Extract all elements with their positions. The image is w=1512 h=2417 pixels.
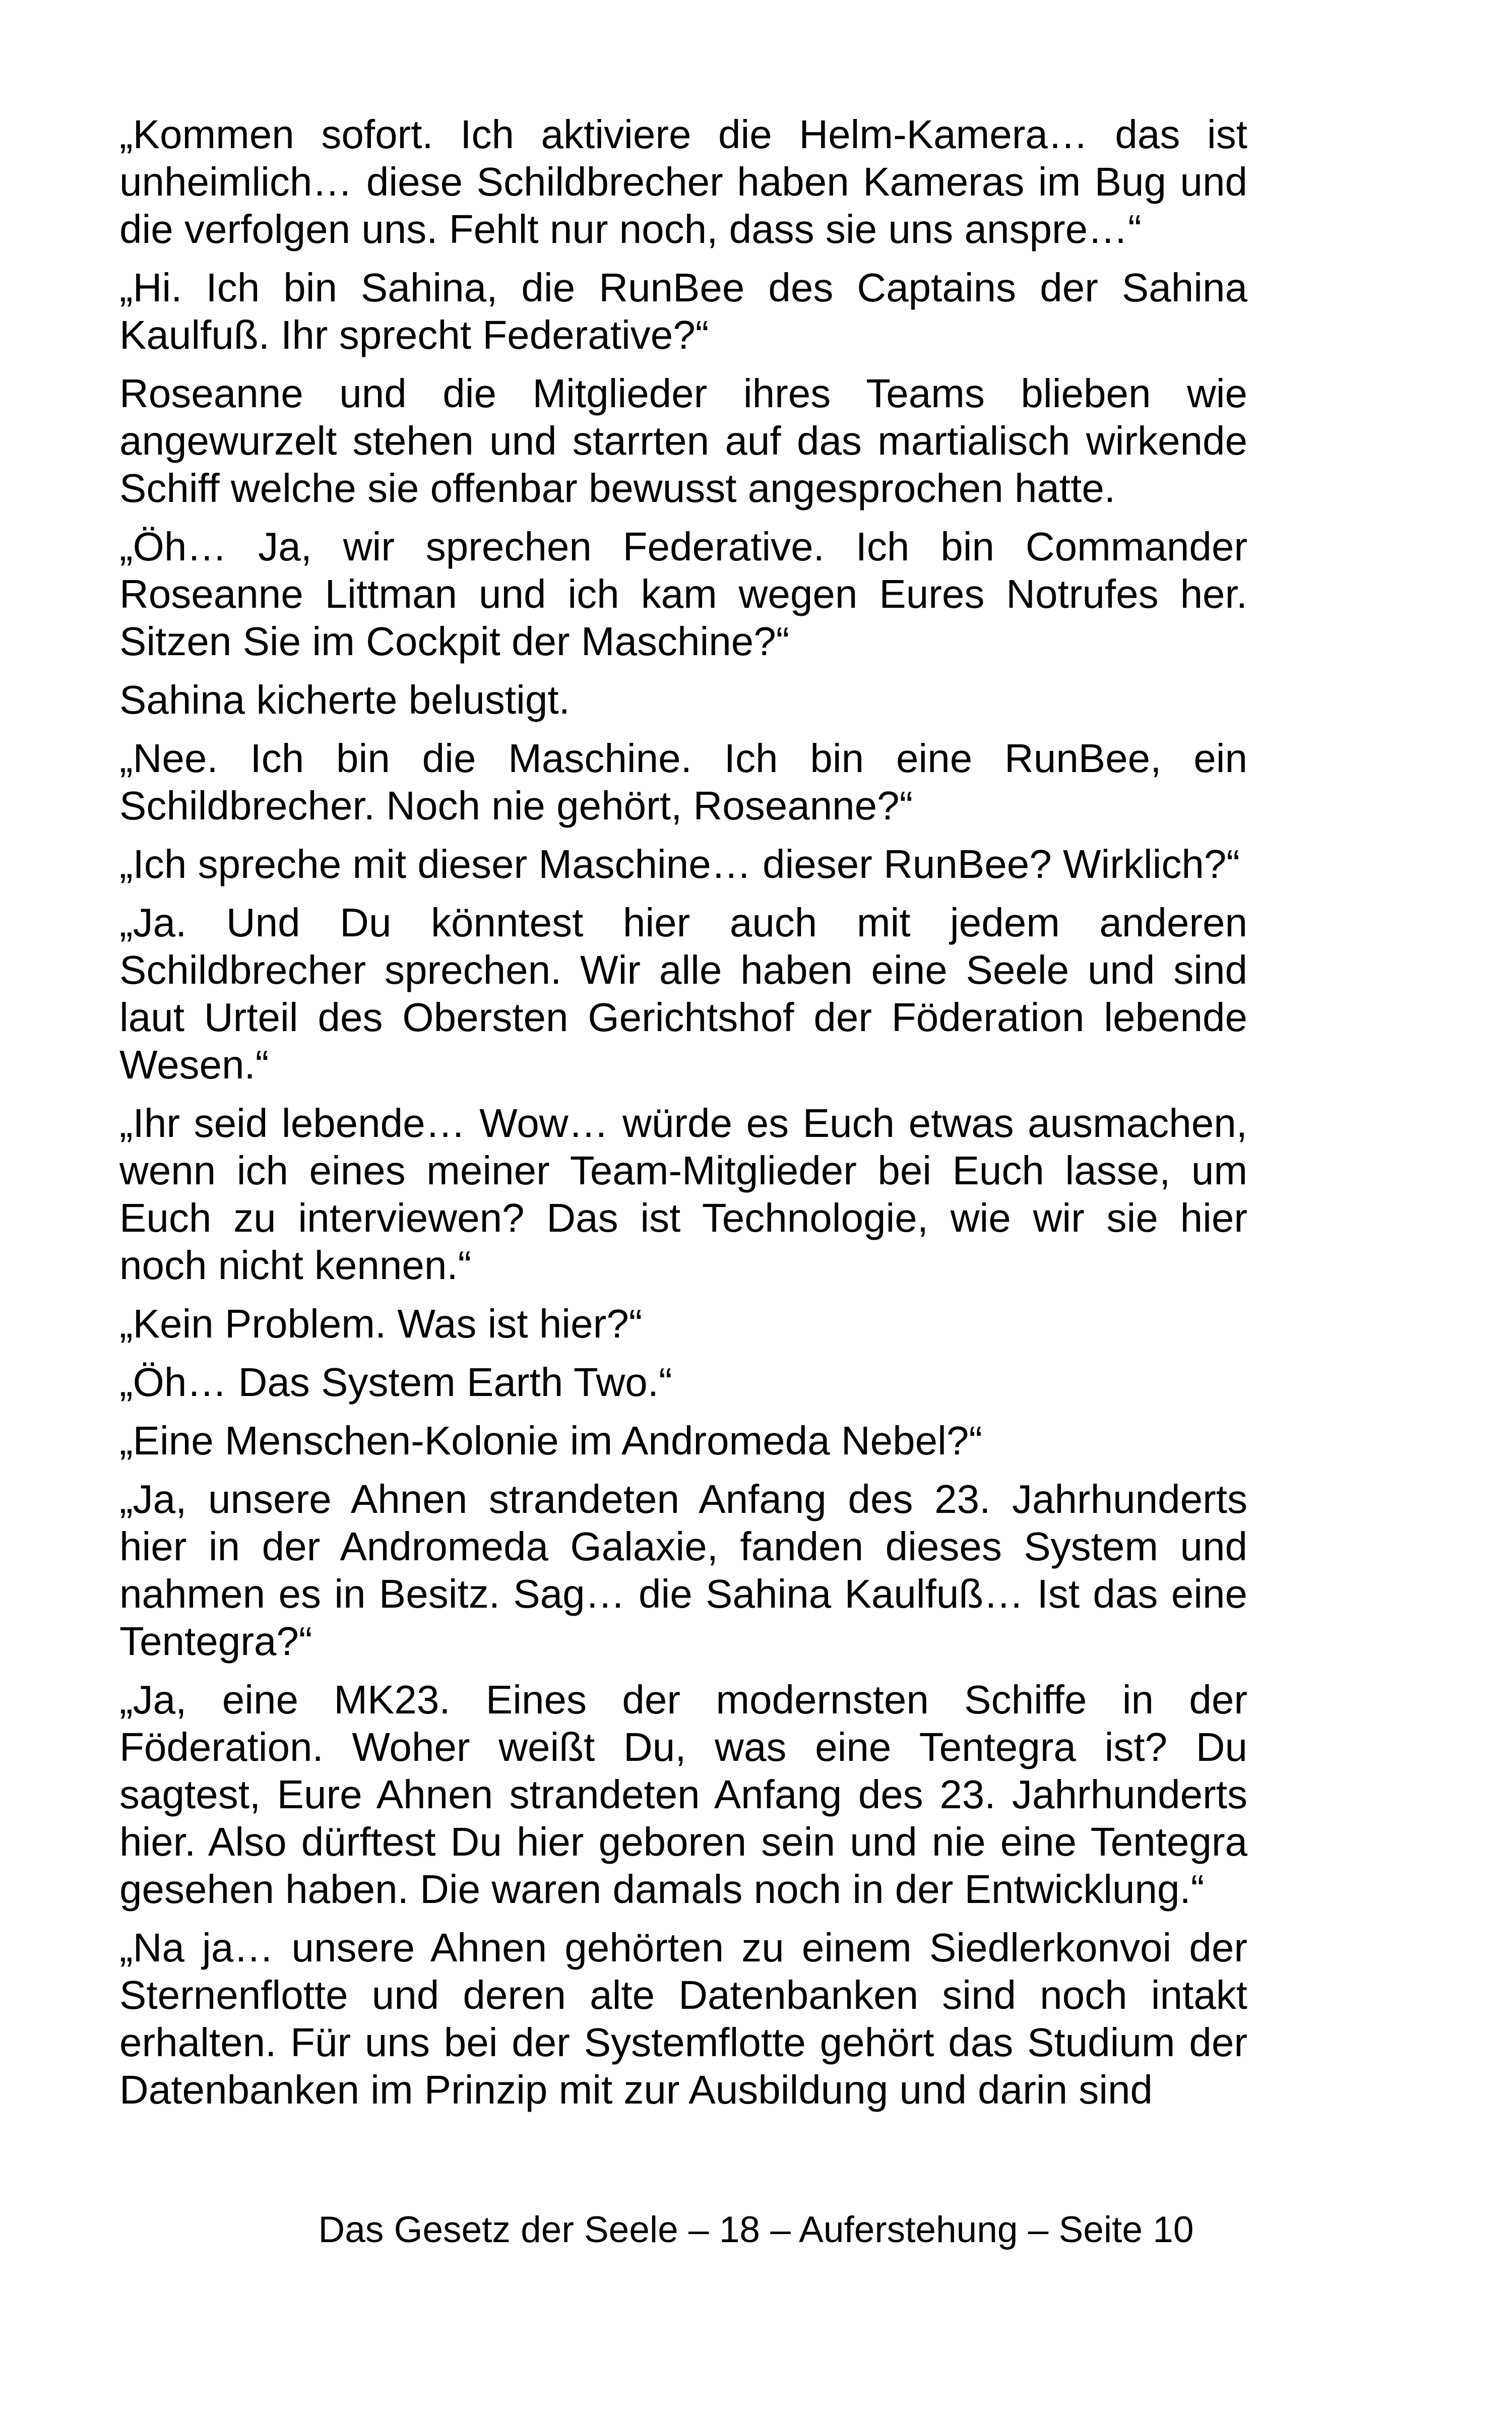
paragraph: „Ihr seid lebende… Wow… würde es Euch etwas ausmachen, wenn ich eines meiner Team-Mitglieder bei Euch lasse, um Euch zu interviewen? Das ist Technologie, wie wir sie hier noch nicht kennen.“: [119, 1101, 1247, 1288]
paragraph: „Ja. Und Du könntest hier auch mit jedem anderen Schildbrecher sprechen. Wir alle haben eine Seele und sind laut Urteil des Obersten Gerichtshof der Föderation lebende Wesen.“: [119, 900, 1247, 1087]
paragraph: Sahina kicherte belustigt.: [119, 677, 570, 722]
paragraph: „Hi. Ich bin Sahina, die RunBee des Captains der Sahina Kaulfuß. Ihr sprecht Federative?“: [119, 265, 1247, 357]
paragraph: „Na ja… unsere Ahnen gehörten zu einem Siedlerkonvoi der Sternenflotte und deren alte Datenbanken sind noch intakt erhalten. Für uns bei der Systemflotte gehört das Studium der Datenbanken im Prinzip mit zur Ausbildung und darin sind: [119, 1925, 1247, 2112]
paragraph: „Öh… Ja, wir sprechen Federative. Ich bin Commander Roseanne Littman und ich kam wegen Eures Notrufes her. Sitzen Sie im Cockpit der Maschine?“: [119, 524, 1247, 664]
paragraph: „Ja, unsere Ahnen strandeten Anfang des 23. Jahrhunderts hier in der Andromeda Galaxie, fanden dieses System und nahmen es in Besitz. Sag… die Sahina Kaulfuß… Ist das eine Tentegra?“: [119, 1477, 1247, 1664]
paragraph: „Öh… Das System Earth Two.“: [119, 1360, 672, 1405]
paragraph: „Ich spreche mit dieser Maschine… dieser RunBee? Wirklich?“: [119, 842, 1240, 886]
paragraph: „Eine Menschen-Kolonie im Andromeda Nebel?“: [119, 1418, 983, 1463]
paragraph: „Nee. Ich bin die Maschine. Ich bin eine RunBee, ein Schildbrecher. Noch nie gehört, Roseanne?“: [119, 736, 1247, 828]
page-body-text: [119, 111, 1247, 2125]
paragraph: „Kommen sofort. Ich aktiviere die Helm-Kamera… das ist unheimlich… diese Schildbrecher haben Kameras im Bug und die verfolgen uns. Fehlt nur noch, dass sie uns anspre…“: [119, 112, 1247, 251]
paragraph: „Ja, eine MK23. Eines der modernsten Schiffe in der Föderation. Woher weißt Du, was eine Tentegra ist? Du sagtest, Eure Ahnen strandeten Anfang des 23. Jahrhunderts hier. Also dürftest Du hier geboren sein und nie eine Tentegra gesehen haben. Die waren damals noch in der Entwicklung.“: [119, 1677, 1247, 1912]
paragraph: Roseanne und die Mitglieder ihres Teams blieben wie angewurzelt stehen und starrten auf das martialisch wirkende Schiff welche sie offenbar bewusst angesprochen hatte.: [119, 371, 1247, 511]
page-footer: Das Gesetz der Seele – 18 – Auferstehung – Seite 10: [318, 2209, 1194, 2250]
paragraph: „Kein Problem. Was ist hier?“: [119, 1301, 643, 1346]
